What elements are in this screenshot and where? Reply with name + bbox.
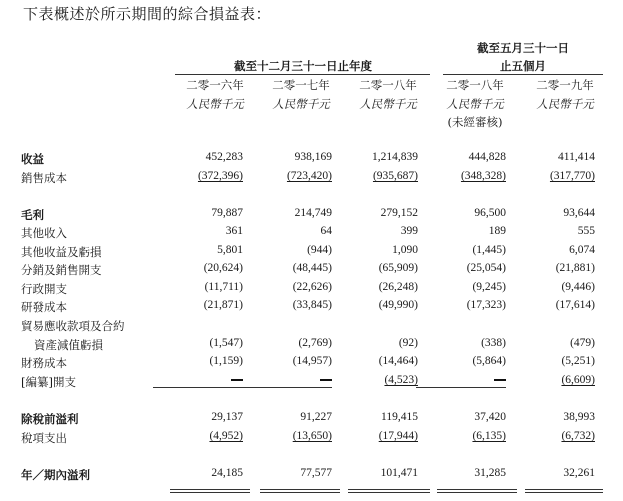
- table-cell: [328, 299, 418, 311]
- table-cell: [416, 430, 506, 442]
- table-cell-value: (13,650): [292, 430, 332, 442]
- table-cell-value: 119,415: [381, 411, 418, 423]
- table-cell-value: (372,396): [197, 170, 243, 182]
- bottom-rule-2b: [260, 492, 340, 493]
- year-header-4: 二零一八年: [446, 78, 504, 92]
- row-label: 研發成本: [21, 300, 67, 314]
- table-cell: [505, 244, 595, 256]
- table-cell: [242, 262, 332, 274]
- table-cell: [416, 467, 506, 479]
- table-cell: [328, 170, 418, 182]
- table-cell: [153, 337, 243, 349]
- table-cell: [505, 207, 595, 219]
- table-cell: [153, 467, 243, 479]
- row-label: 行政開支: [21, 282, 67, 296]
- table-cell-value: 279,152: [380, 207, 418, 219]
- table-cell: [505, 151, 595, 163]
- table-cell-value: 361: [225, 225, 243, 237]
- table-cell: [416, 374, 506, 388]
- table-cell: [328, 337, 418, 349]
- year-header-3: 二零一八年: [359, 78, 417, 92]
- unit-label-2: 人民幣千元: [272, 97, 330, 111]
- table-cell: [505, 467, 595, 479]
- table-cell: [242, 244, 332, 256]
- header-rule-five-months: [443, 74, 603, 75]
- table-cell-value: (1,445): [472, 244, 506, 256]
- table-cell-value: (11,711): [204, 281, 243, 293]
- table-cell-value: (21,871): [203, 299, 243, 311]
- table-cell: [242, 299, 332, 311]
- table-cell-value: 79,887: [211, 207, 243, 219]
- bottom-rule-1b: [170, 492, 250, 493]
- table-cell-value: (9,245): [472, 281, 506, 293]
- table-cell: [505, 430, 595, 442]
- table-cell-value: 77,577: [300, 467, 332, 479]
- table-cell: [505, 170, 595, 182]
- bottom-rule-1: [170, 489, 250, 490]
- table-cell-value: 24,185: [211, 467, 243, 479]
- unit-label-5: 人民幣千元: [536, 97, 594, 111]
- table-cell: [328, 262, 418, 274]
- table-cell-value: (49,990): [378, 299, 418, 311]
- table-cell: [505, 374, 595, 386]
- row-label: 分銷及銷售開支: [21, 263, 102, 277]
- table-cell-value: (723,420): [286, 170, 332, 182]
- table-cell: [416, 207, 506, 219]
- table-cell-value: 444,828: [468, 151, 506, 163]
- year-header-2: 二零一七年: [272, 78, 330, 92]
- table-cell-value: (6,609): [561, 374, 595, 386]
- table-cell-value: (6,135): [472, 430, 506, 442]
- table-cell-value: 5,801: [217, 244, 243, 256]
- table-cell-value: (22,626): [292, 281, 332, 293]
- table-cell-value: (6,732): [561, 430, 595, 442]
- table-cell-value: (65,909): [378, 262, 418, 274]
- table-cell: [328, 281, 418, 293]
- table-cell: [505, 299, 595, 311]
- bottom-rule-2: [260, 489, 340, 490]
- table-cell: [153, 281, 243, 293]
- table-cell-value: 64: [320, 225, 332, 237]
- table-cell: [505, 355, 595, 367]
- table-cell-value: (317,770): [549, 170, 595, 182]
- table-cell-value: 96,500: [474, 207, 506, 219]
- table-cell-value: 91,227: [300, 411, 332, 423]
- row-label: 銷售成本: [21, 171, 67, 185]
- table-cell: [505, 411, 595, 423]
- table-cell: [328, 207, 418, 219]
- row-label: 貿易應收款項及合約: [21, 319, 125, 333]
- table-cell: [242, 430, 332, 442]
- table-cell-value: 399: [400, 225, 418, 237]
- table-cell: [153, 374, 243, 388]
- table-cell-value: 31,285: [474, 467, 506, 479]
- table-cell-value: (1,547): [209, 337, 243, 349]
- table-cell-value: 93,644: [563, 207, 595, 219]
- table-cell: [416, 262, 506, 274]
- table-cell: [328, 430, 418, 442]
- table-cell-value: (17,614): [555, 299, 595, 311]
- table-cell-value: (17,944): [378, 430, 418, 442]
- table-cell: [416, 355, 506, 367]
- table-cell: [153, 299, 243, 311]
- table-cell: [242, 411, 332, 423]
- table-cell: [328, 225, 418, 237]
- row-label: 財務成本: [21, 356, 67, 370]
- header-rule-full-year: [175, 74, 430, 75]
- table-cell: [416, 299, 506, 311]
- table-cell-value: (33,845): [292, 299, 332, 311]
- table-cell: [153, 244, 243, 256]
- table-cell-value: 938,169: [294, 151, 332, 163]
- table-cell: [242, 170, 332, 182]
- row-label: 除稅前溢利: [21, 412, 79, 426]
- table-cell-value: (479): [570, 337, 595, 349]
- table-cell: [328, 411, 418, 423]
- table-cell-value: 411,414: [558, 151, 595, 163]
- row-label: 年／期內溢利: [21, 468, 90, 482]
- row-label: 收益: [21, 152, 44, 166]
- table-cell: [242, 374, 332, 388]
- table-cell-value: 32,261: [563, 467, 595, 479]
- header-five-months-line1: 截至五月三十一日: [477, 41, 569, 55]
- table-cell-value: (26,248): [378, 281, 418, 293]
- table-cell-value: 6,074: [569, 244, 595, 256]
- table-cell: [416, 225, 506, 237]
- table-cell-value: (21,881): [555, 262, 595, 274]
- table-cell-value: 38,993: [563, 411, 595, 423]
- table-cell-value: 214,749: [294, 207, 332, 219]
- table-cell: [328, 467, 418, 479]
- table-cell-value: 189: [488, 225, 506, 237]
- bottom-rule-4: [437, 489, 517, 490]
- table-cell: [153, 262, 243, 274]
- row-label: 其他收益及虧損: [21, 245, 102, 259]
- table-cell-value: 29,137: [211, 411, 243, 423]
- table-cell: [242, 207, 332, 219]
- table-cell-value: (14,464): [378, 355, 418, 367]
- bottom-rule-5: [525, 489, 603, 490]
- table-cell: [153, 355, 243, 367]
- table-cell: [416, 337, 506, 349]
- table-cell: [153, 430, 243, 442]
- table-cell-value: (935,687): [372, 170, 418, 182]
- year-header-1: 二零一六年: [186, 78, 244, 92]
- table-cell-value: (48,445): [292, 262, 332, 274]
- table-cell: [153, 170, 243, 182]
- table-cell-value: (2,769): [298, 337, 332, 349]
- table-cell-value: (4,523): [384, 374, 418, 386]
- row-label: 稅項支出: [21, 431, 67, 445]
- table-cell: [153, 207, 243, 219]
- table-cell-value: (14,957): [292, 355, 332, 367]
- table-cell-value: (5,251): [561, 355, 595, 367]
- table-cell: [328, 151, 418, 163]
- row-label: 毛利: [21, 208, 44, 222]
- table-cell-value: 1,090: [392, 244, 418, 256]
- table-cell-value: (4,952): [209, 430, 243, 442]
- table-cell: [153, 225, 243, 237]
- table-cell: [416, 411, 506, 423]
- table-cell: [505, 262, 595, 274]
- table-cell-value: 452,283: [205, 151, 243, 163]
- table-cell-value: 37,420: [474, 411, 506, 423]
- table-cell: [153, 411, 243, 423]
- table-cell: [242, 467, 332, 479]
- table-cell-value: (92): [398, 337, 418, 349]
- bottom-rule-3b: [348, 492, 430, 493]
- intro-text: 下表概述於所示期間的綜合損益表：: [23, 5, 272, 23]
- table-cell-value: (944): [307, 244, 332, 256]
- year-header-5: 二零一九年: [536, 78, 594, 92]
- table-cell: [153, 151, 243, 163]
- table-cell: [242, 281, 332, 293]
- table-cell: [416, 281, 506, 293]
- row-label: 資產減值虧損: [34, 338, 103, 352]
- table-cell: [242, 337, 332, 349]
- table-cell: [328, 244, 418, 256]
- table-cell-value: (25,054): [466, 262, 506, 274]
- bottom-rule-3: [348, 489, 430, 490]
- table-cell-value: (17,323): [466, 299, 506, 311]
- table-cell: [416, 170, 506, 182]
- row-label: [編纂]開支: [21, 375, 76, 389]
- table-cell-value: (1,159): [209, 355, 243, 367]
- table-cell: [505, 337, 595, 349]
- table-cell-value: (338): [481, 337, 506, 349]
- table-cell: [242, 355, 332, 367]
- table-cell-value: 1,214,839: [372, 151, 418, 163]
- table-cell: [242, 151, 332, 163]
- table-cell: [416, 151, 506, 163]
- table-cell: [328, 374, 418, 386]
- table-cell: [505, 281, 595, 293]
- table-cell-value: (20,624): [203, 262, 243, 274]
- table-cell-value: 555: [577, 225, 595, 237]
- bottom-rule-5b: [525, 492, 603, 493]
- row-label: 其他收入: [21, 226, 67, 240]
- table-cell: [242, 225, 332, 237]
- table-cell: [416, 244, 506, 256]
- table-cell-value: (348,328): [460, 170, 506, 182]
- unit-label-4: 人民幣千元: [446, 97, 504, 111]
- bottom-rule-4b: [437, 492, 517, 493]
- table-cell: [505, 225, 595, 237]
- header-five-months-line2: 止五個月: [500, 59, 546, 73]
- unit-label-1: 人民幣千元: [186, 97, 244, 111]
- table-cell: [328, 355, 418, 367]
- header-full-year: 截至十二月三十一日止年度: [234, 59, 372, 73]
- table-cell-value: (5,864): [472, 355, 506, 367]
- table-cell-value: 101,471: [380, 467, 418, 479]
- unit-label-3: 人民幣千元: [359, 97, 417, 111]
- table-cell-value: (9,446): [561, 281, 595, 293]
- unaudited-note: (未經審核): [447, 115, 503, 129]
